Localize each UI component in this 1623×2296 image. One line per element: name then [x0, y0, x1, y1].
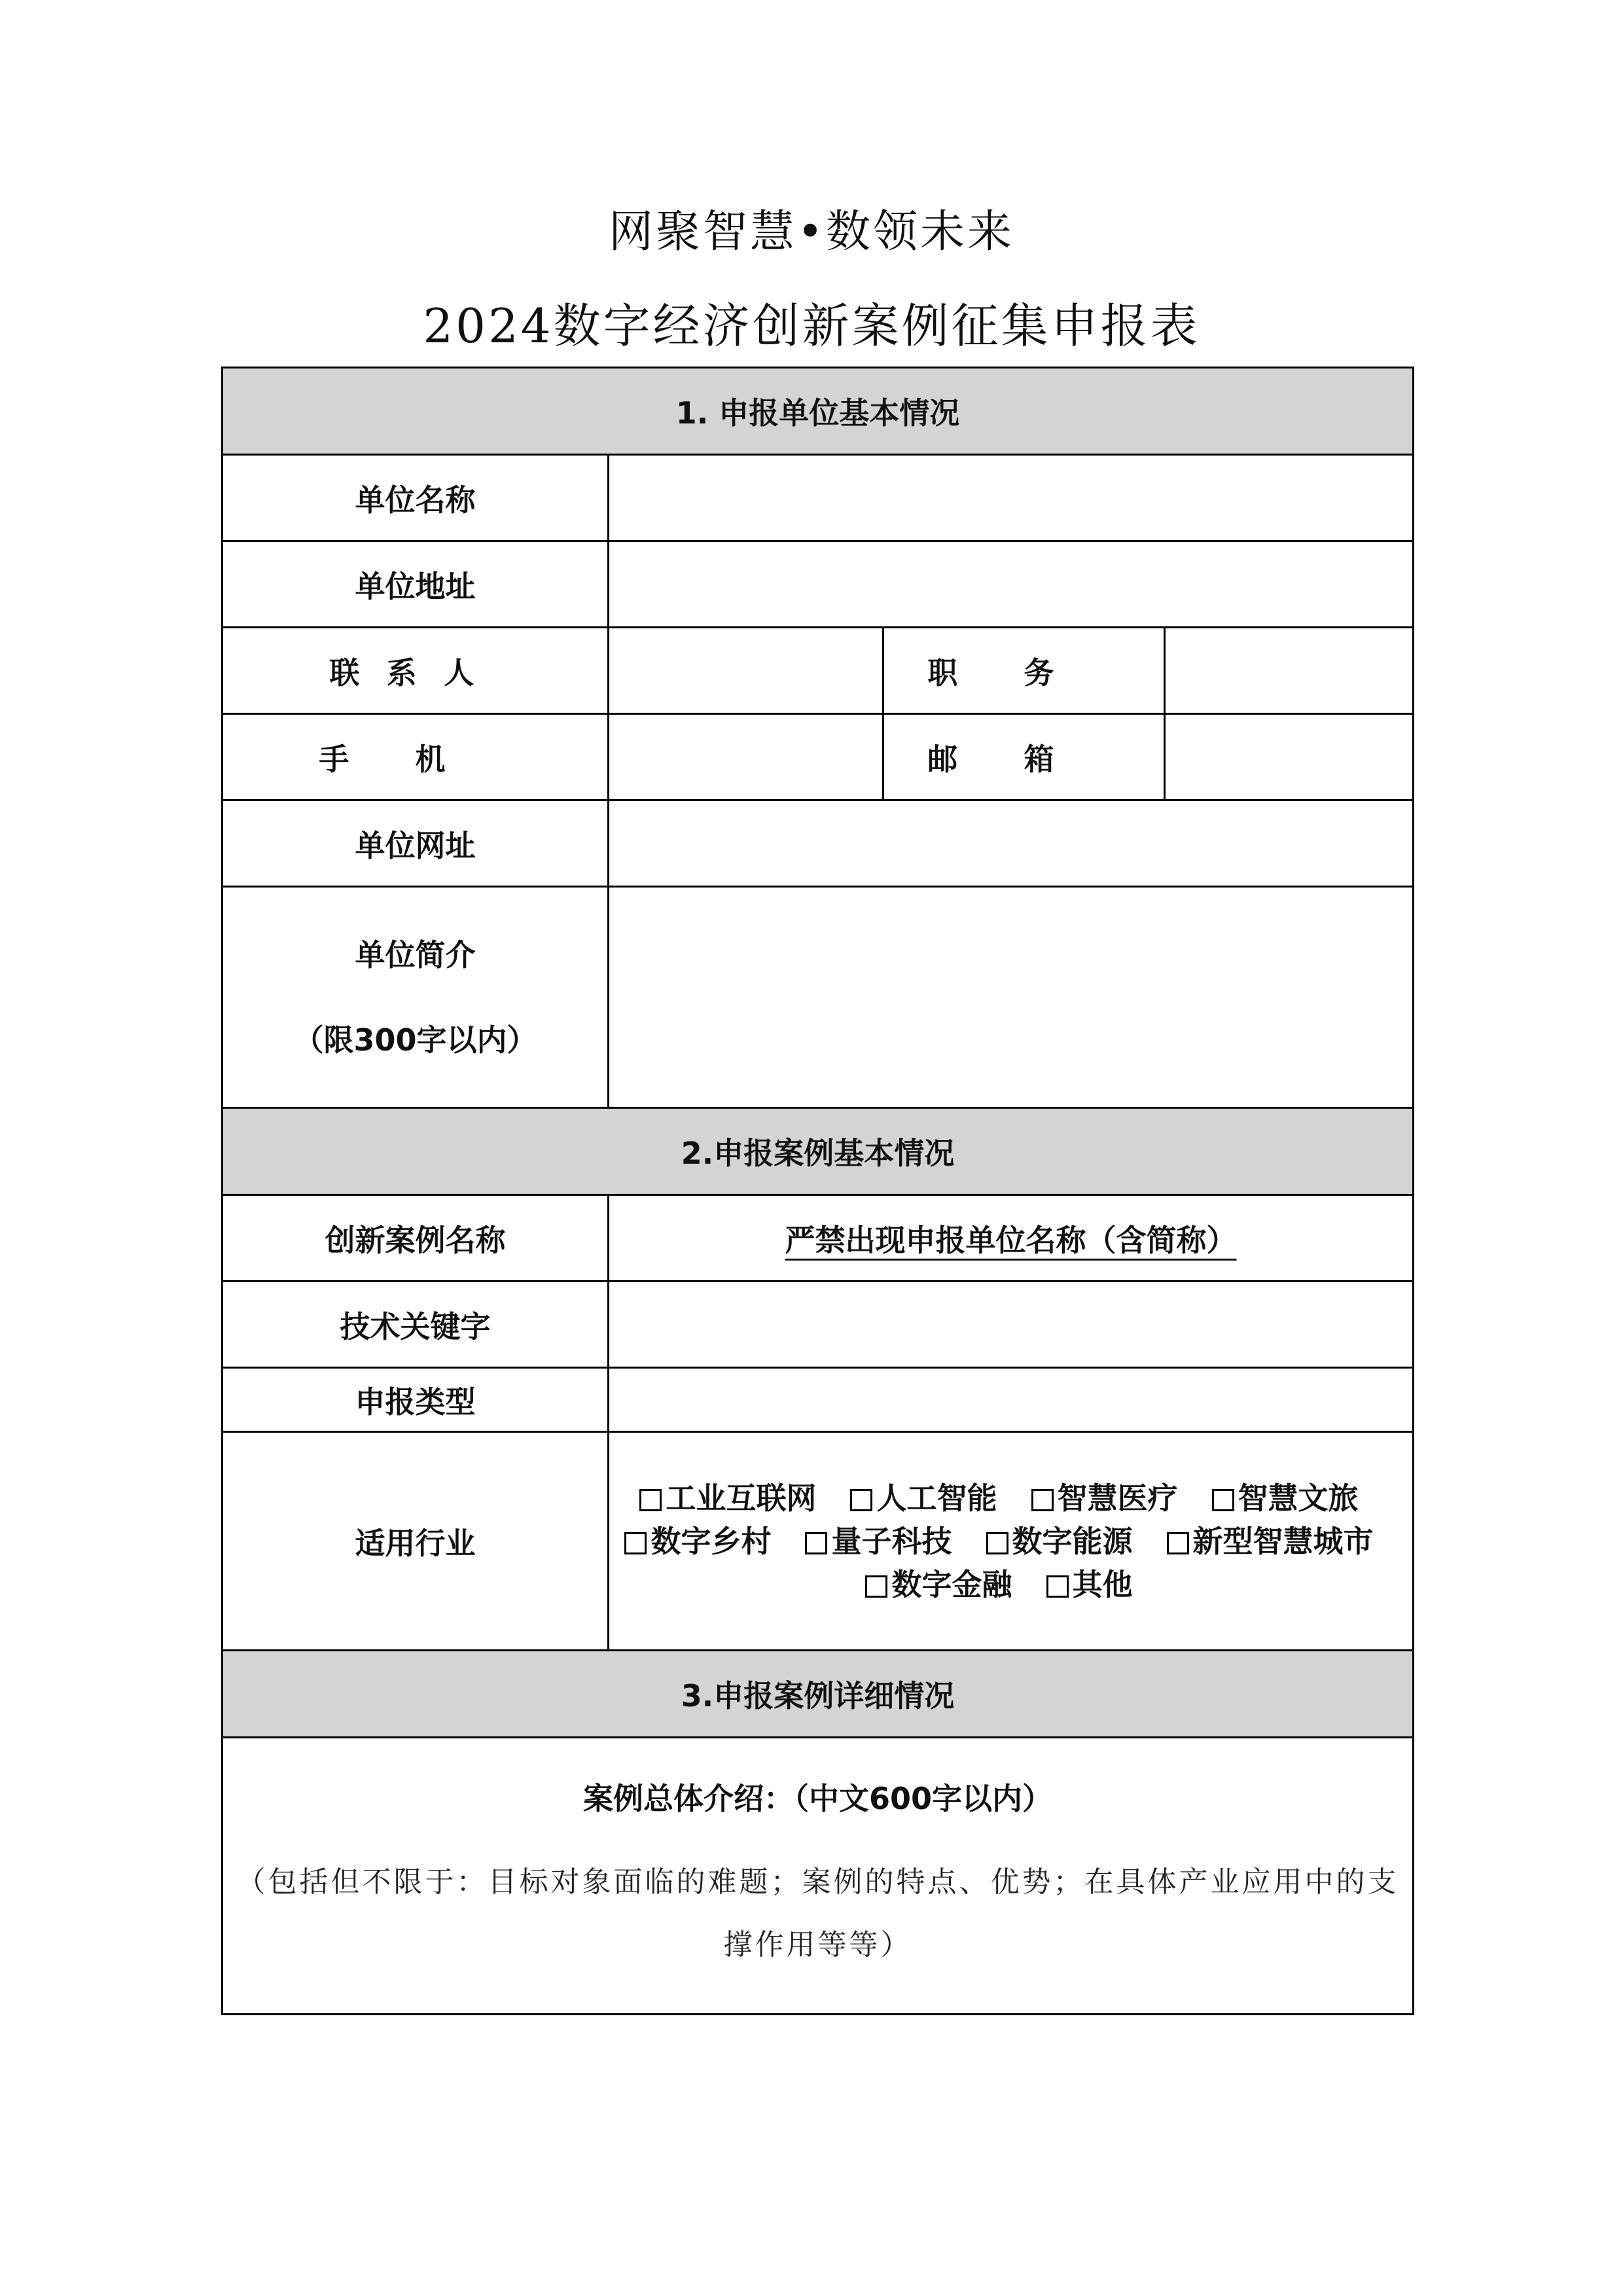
industry-option[interactable]: 人工智能	[850, 1480, 997, 1516]
unit-intro-limit: （限300字以内）	[293, 1022, 537, 1058]
checkbox[interactable]	[1212, 1489, 1234, 1511]
email-label: 邮箱	[927, 741, 1120, 777]
industry-option[interactable]: 量子科技	[805, 1524, 952, 1559]
checkbox[interactable]	[865, 1575, 887, 1598]
type-field[interactable]	[609, 1368, 1414, 1432]
case-overview-title: 案例总体介绍：（中文600字以内）	[582, 1781, 1053, 1816]
mobile-field[interactable]	[609, 714, 883, 800]
checkbox[interactable]	[1031, 1489, 1054, 1511]
title-line-1: 网聚智慧•数领未来	[608, 206, 1015, 258]
website-label: 单位网址	[223, 800, 609, 887]
title-line-2: 2024数字经济创新案例征集申报表	[423, 298, 1200, 353]
case-name-note: 严禁出现申报单位名称（含简称）	[785, 1222, 1237, 1258]
type-label: 申报类型	[223, 1368, 609, 1432]
industry-option[interactable]: 智慧医疗	[1031, 1480, 1178, 1516]
mobile-label: 手机	[319, 741, 512, 777]
case-name-label: 创新案例名称	[223, 1195, 609, 1282]
keywords-field[interactable]	[609, 1282, 1414, 1368]
industry-option[interactable]: 数字乡村	[624, 1524, 771, 1559]
application-form-table	[221, 367, 1414, 2015]
industry-option[interactable]: 数字能源	[986, 1524, 1133, 1559]
unit-intro-label: 单位简介	[355, 937, 476, 973]
industry-option[interactable]: 新型智慧城市	[1167, 1524, 1374, 1559]
industry-option[interactable]: 工业互联网	[639, 1480, 816, 1516]
unit-intro-field[interactable]	[609, 887, 1414, 1108]
checkbox[interactable]	[850, 1489, 872, 1511]
checkbox[interactable]	[805, 1532, 827, 1554]
industry-option[interactable]: 智慧文旅	[1212, 1480, 1359, 1516]
unit-address-field[interactable]	[609, 541, 1414, 628]
industry-options	[609, 1432, 1414, 1651]
position-field[interactable]	[1165, 628, 1414, 714]
section-3-heading: 3.申报案例详细情况	[223, 1651, 1414, 1738]
case-name-field[interactable]	[609, 1195, 1414, 1282]
contact-field[interactable]	[609, 628, 883, 714]
industry-option[interactable]: 数字金融	[865, 1567, 1012, 1602]
case-overview-field[interactable]	[223, 1738, 1414, 2015]
section-1-heading: 1. 申报单位基本情况	[223, 368, 1414, 455]
unit-address-label: 单位地址	[223, 541, 609, 628]
case-overview-hint: （包括但不限于：目标对象面临的难题；案例的特点、优势；在具体产业应用中的支撑作用等等）	[236, 1865, 1399, 1962]
industry-option[interactable]: 其他	[1046, 1567, 1133, 1602]
unit-name-label: 单位名称	[223, 455, 609, 541]
industry-label: 适用行业	[223, 1432, 609, 1651]
website-field[interactable]	[609, 800, 1414, 887]
keywords-label: 技术关键字	[223, 1282, 609, 1368]
unit-name-field[interactable]	[609, 455, 1414, 541]
checkbox[interactable]	[986, 1532, 1008, 1554]
unit-intro-label-cell	[223, 887, 609, 1108]
contact-label: 联系人	[329, 655, 501, 691]
section-2-heading: 2.申报案例基本情况	[223, 1108, 1414, 1195]
checkbox[interactable]	[1046, 1575, 1069, 1598]
email-field[interactable]	[1165, 714, 1414, 800]
checkbox[interactable]	[639, 1489, 662, 1511]
checkbox[interactable]	[624, 1532, 647, 1554]
position-label: 职务	[927, 655, 1120, 691]
checkbox[interactable]	[1167, 1532, 1189, 1554]
